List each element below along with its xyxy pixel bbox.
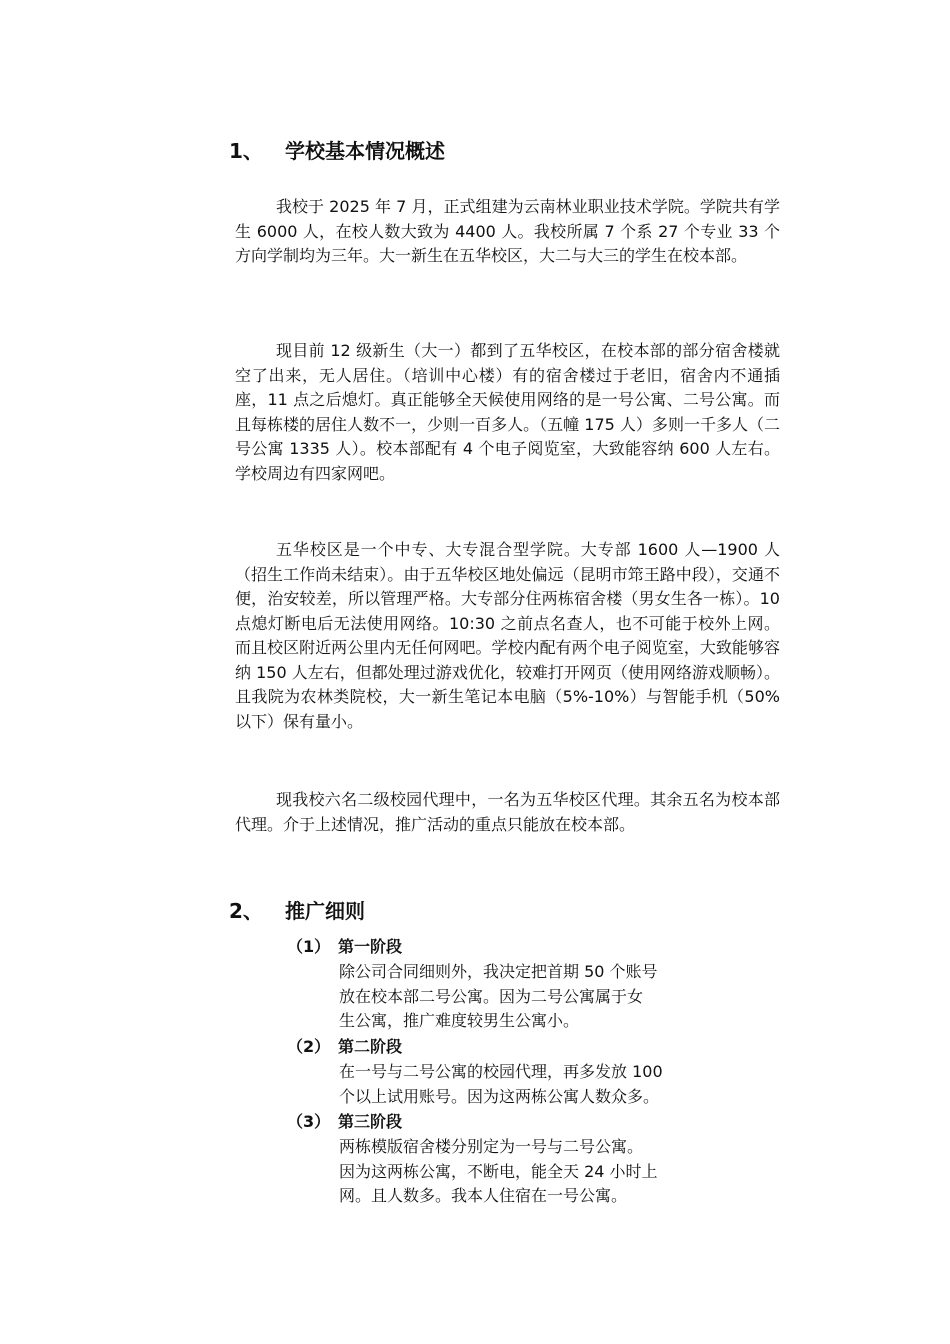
section-heading-overview bbox=[229, 137, 445, 165]
stage-label: 第二阶段 bbox=[338, 1037, 403, 1056]
stage-2-body bbox=[339, 1060, 724, 1109]
paragraph-school-founding: 我校于 2025 年 7 月，正式组建为云南林业职业技术学院。学院共有学生 6000 人，在校人数大致为 4400 人。我校所属 7 个系 27 个专业 33 个方向学制均为三年。大一新生在五华校区，大二与大三的学生在校本部。 bbox=[235, 197, 780, 265]
stage-3-body bbox=[339, 1135, 724, 1209]
paragraph-campus-agents: 现我校六名二级校园代理中，一名为五华校区代理。其余五名为校本部代理。介于上述情况，推广活动的重点只能放在校本部。 bbox=[235, 790, 780, 834]
section-number: 1、 bbox=[229, 139, 263, 163]
stage-2-title bbox=[287, 1035, 402, 1059]
stage-1-title bbox=[287, 935, 402, 959]
stage-number: （3） bbox=[287, 1112, 331, 1131]
section-title: 推广细则 bbox=[285, 899, 365, 923]
stage-1-body bbox=[339, 960, 724, 1034]
stage-line: 生公寓，推广难度较男生公寓小。 bbox=[339, 1011, 580, 1030]
stage-line: 个以上试用账号。因为这两栋公寓人数众多。 bbox=[339, 1086, 660, 1106]
stage-label: 第一阶段 bbox=[338, 937, 403, 956]
paragraph-wuhua-campus: 五华校区是一个中专、大专混合型学院。大专部 1600 人—1900 人（招生工作尚未结束）。由于五华校区地处偏远（昆明市筇王路中段），交通不便，治安较差，所以管理严格。大专部分住两栋宿舍楼（男女生各一栋）。10 点熄灯断电后无法使用网络。10:30 之前点名查人，也不可能于校外上网。而且校区附近两公里内无任何网吧。学校内配有两个电子阅览室，大致能够容纳 150 人左右，但都处理过游戏优化，较难打开网页（使用网络游戏顺畅）。且我院为农林类院校，大一新生笔记本电脑（5%-10%）与智能手机（50%以下）保有量小。 bbox=[235, 540, 780, 731]
stage-number: （2） bbox=[287, 1037, 331, 1056]
stage-line: 除公司合同细则外，我决定把首期 50 个账号 bbox=[339, 962, 658, 981]
section-title: 学校基本情况概述 bbox=[285, 139, 445, 163]
paragraph-main-campus: 现目前 12 级新生（大一）都到了五华校区，在校本部的部分宿舍楼就空了出来，无人居住。（培训中心楼）有的宿舍楼过于老旧，宿舍内不通插座，11 点之后熄灯。真正能够全天候使用网络的是一号公寓、二号公寓。而且每栋楼的居住人数不一，少则一百多人。（五幢 175 人）多则一千多人（二号公寓 1335 人）。校本部配有 4 个电子阅览室，大致能容纳 600 人左右。学校周边有四家网吧。 bbox=[235, 341, 780, 483]
stage-line: 在一号与二号公寓的校园代理，再多发放 100 bbox=[339, 1062, 663, 1081]
section-heading-promotion bbox=[229, 897, 365, 925]
stage-3-title bbox=[287, 1110, 402, 1134]
stage-number: （1） bbox=[287, 937, 331, 956]
stage-label: 第三阶段 bbox=[338, 1112, 403, 1131]
stage-line: 两栋模版宿舍楼分别定为一号与二号公寓。 bbox=[339, 1137, 644, 1156]
stage-line: 因为这两栋公寓，不断电，能全天 24 小时上 bbox=[339, 1161, 658, 1181]
section-number: 2、 bbox=[229, 899, 263, 923]
stage-line: 网。且人数多。我本人住宿在一号公寓。 bbox=[339, 1186, 628, 1205]
stage-line: 放在校本部二号公寓。因为二号公寓属于女 bbox=[339, 986, 644, 1006]
